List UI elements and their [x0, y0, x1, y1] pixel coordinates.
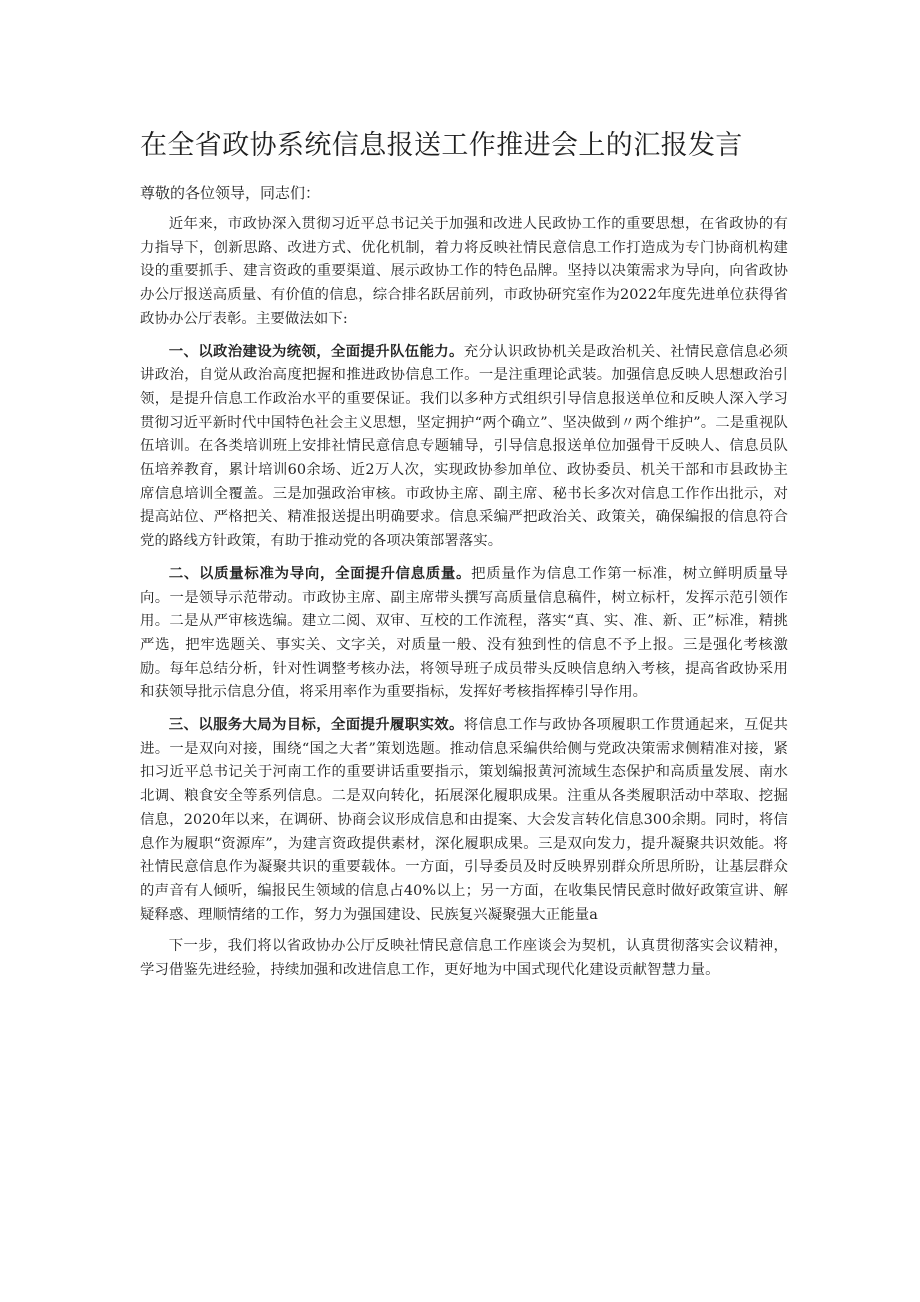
- paragraph-section-1: [140, 340, 788, 554]
- paragraph-section-3: [140, 713, 788, 927]
- paragraph-closing: [140, 935, 788, 982]
- salutation: 尊敬的各位领导，同志们：: [140, 184, 321, 202]
- paragraph-text: 将信息工作与政协各项履职工作贯通起来，互促共进。一是双向对接，围绕“国之大者”策划选题。推动信息采编供给侧与党政决策需求侧精准对接，紧扣习近平总书记关于河南工作的重要讲话重要指示，策划编报黄河流域生态保护和高质量发展、南水北调、粮食安全等系列信息。二是双向转化，拓展深化履职成果。注重从各类履职活动中萃取、挖掘信息，2020年以来，在调研、协商会议形成信息和由提案、大会发言转化信息300余期。同时，将信息作为履职“资源库”，为建言资政提供素材，深化履职成果。三是双向发力，提升凝聚共识效能。将社情民意信息作为凝聚共识的重要载体。一方面，引导委员及时反映界别群众所思所盼，让基层群众的声音有人倾听，编报民生领域的信息占40%以上；另一方面，在收集民情民意时做好政策宣讲、解疑释惑、理顺情绪的工作，努力为强国建设、民族复兴凝聚强大正能量a: [140, 717, 788, 923]
- section-heading-2: 二、以质量标准为导向，全面提升信息质量。: [168, 564, 472, 582]
- paragraph-text: 充分认识政协机关是政治机关、社情民意信息必须讲政治，自觉从政治高度把握和推进政协信息工作。一是注重理论武装。加强信息反映人思想政治引领，是提升信息工作政治水平的重要保证。我们以多种方式组织引导信息报送单位和反映人深入学习贯彻习近平新时代中国特色社会主义思想，坚定拥护“两个确立”、坚决做到〃两个维护”。二是重视队伍培训。在各类培训班上安排社情民意信息专题辅导，引导信息报送单位加强骨干反映人、信息员队伍培养教育，累计培训60余场、近2万人次，实现政协参加单位、政协委员、机关干部和市县政协主席信息培训全覆盖。三是加强政治审核。市政协主席、副主席、秘书长多次对信息工作作出批示，对提高站位、严格把关、精准报送提出明确要求。信息采编严把政治关、政策关，确保编报的信息符合党的路线方针政策，有助于推动党的各项决策部署落实。: [140, 343, 788, 550]
- document-title: 在全省政协系统信息报送工作推进会上的汇报发言: [140, 130, 743, 161]
- paragraph-text: 把质量作为信息工作第一标准，树立鲜明质量导向。一是领导示范带动。市政协主席、副主席带头撰写高质量信息稿件，树立标杆，发挥示范引领作用。二是从严审核选编。建立二阅、双审、互校的工作流程，落实“真、实、准、新、正”标准，精挑严选，把牢选题关、事实关、文字关，对质量一般、没有独到性的信息不予上报。三是强化考核激励。每年总结分析，针对性调整考核办法，将领导班子成员带头反映信息纳入考核，提高省政协采用和获领导批示信息分值，将采用率作为重要指标，发挥好考核指挥棒引导作用。: [140, 565, 788, 701]
- paragraph-intro: [140, 213, 788, 332]
- paragraph-text: 下一步，我们将以省政协办公厅反映社情民意信息工作座谈会为契机，认真贯彻落实会议精神，学习借鉴先进经验，持续加强和改进信息工作，更好地为中国式现代化建设贡献智慧力量。: [140, 938, 788, 979]
- paragraph-text: 近年来，市政协深入贯彻习近平总书记关于加强和改进人民政协工作的重要思想，在省政协的有力指导下，创新思路、改进方式、优化机制，着力将反映社情民意信息工作打造成为专门协商机构建设的重要抓手、建言资政的重要渠道、展示政协工作的特色品牌。坚持以决策需求为导向，向省政协办公厅报送高质量、有价值的信息，综合排名跃居前列，市政协研究室作为2022年度先进单位获得省政协办公厅表彰。主要做法如下:: [140, 216, 788, 327]
- paragraph-section-2: [140, 562, 788, 705]
- document-page: [140, 126, 788, 991]
- section-heading-1: 一、以政治建设为统领，全面提升队伍能力。: [168, 342, 464, 360]
- section-heading-3: 三、以服务大局为目标，全面提升履职实效。: [168, 716, 464, 734]
